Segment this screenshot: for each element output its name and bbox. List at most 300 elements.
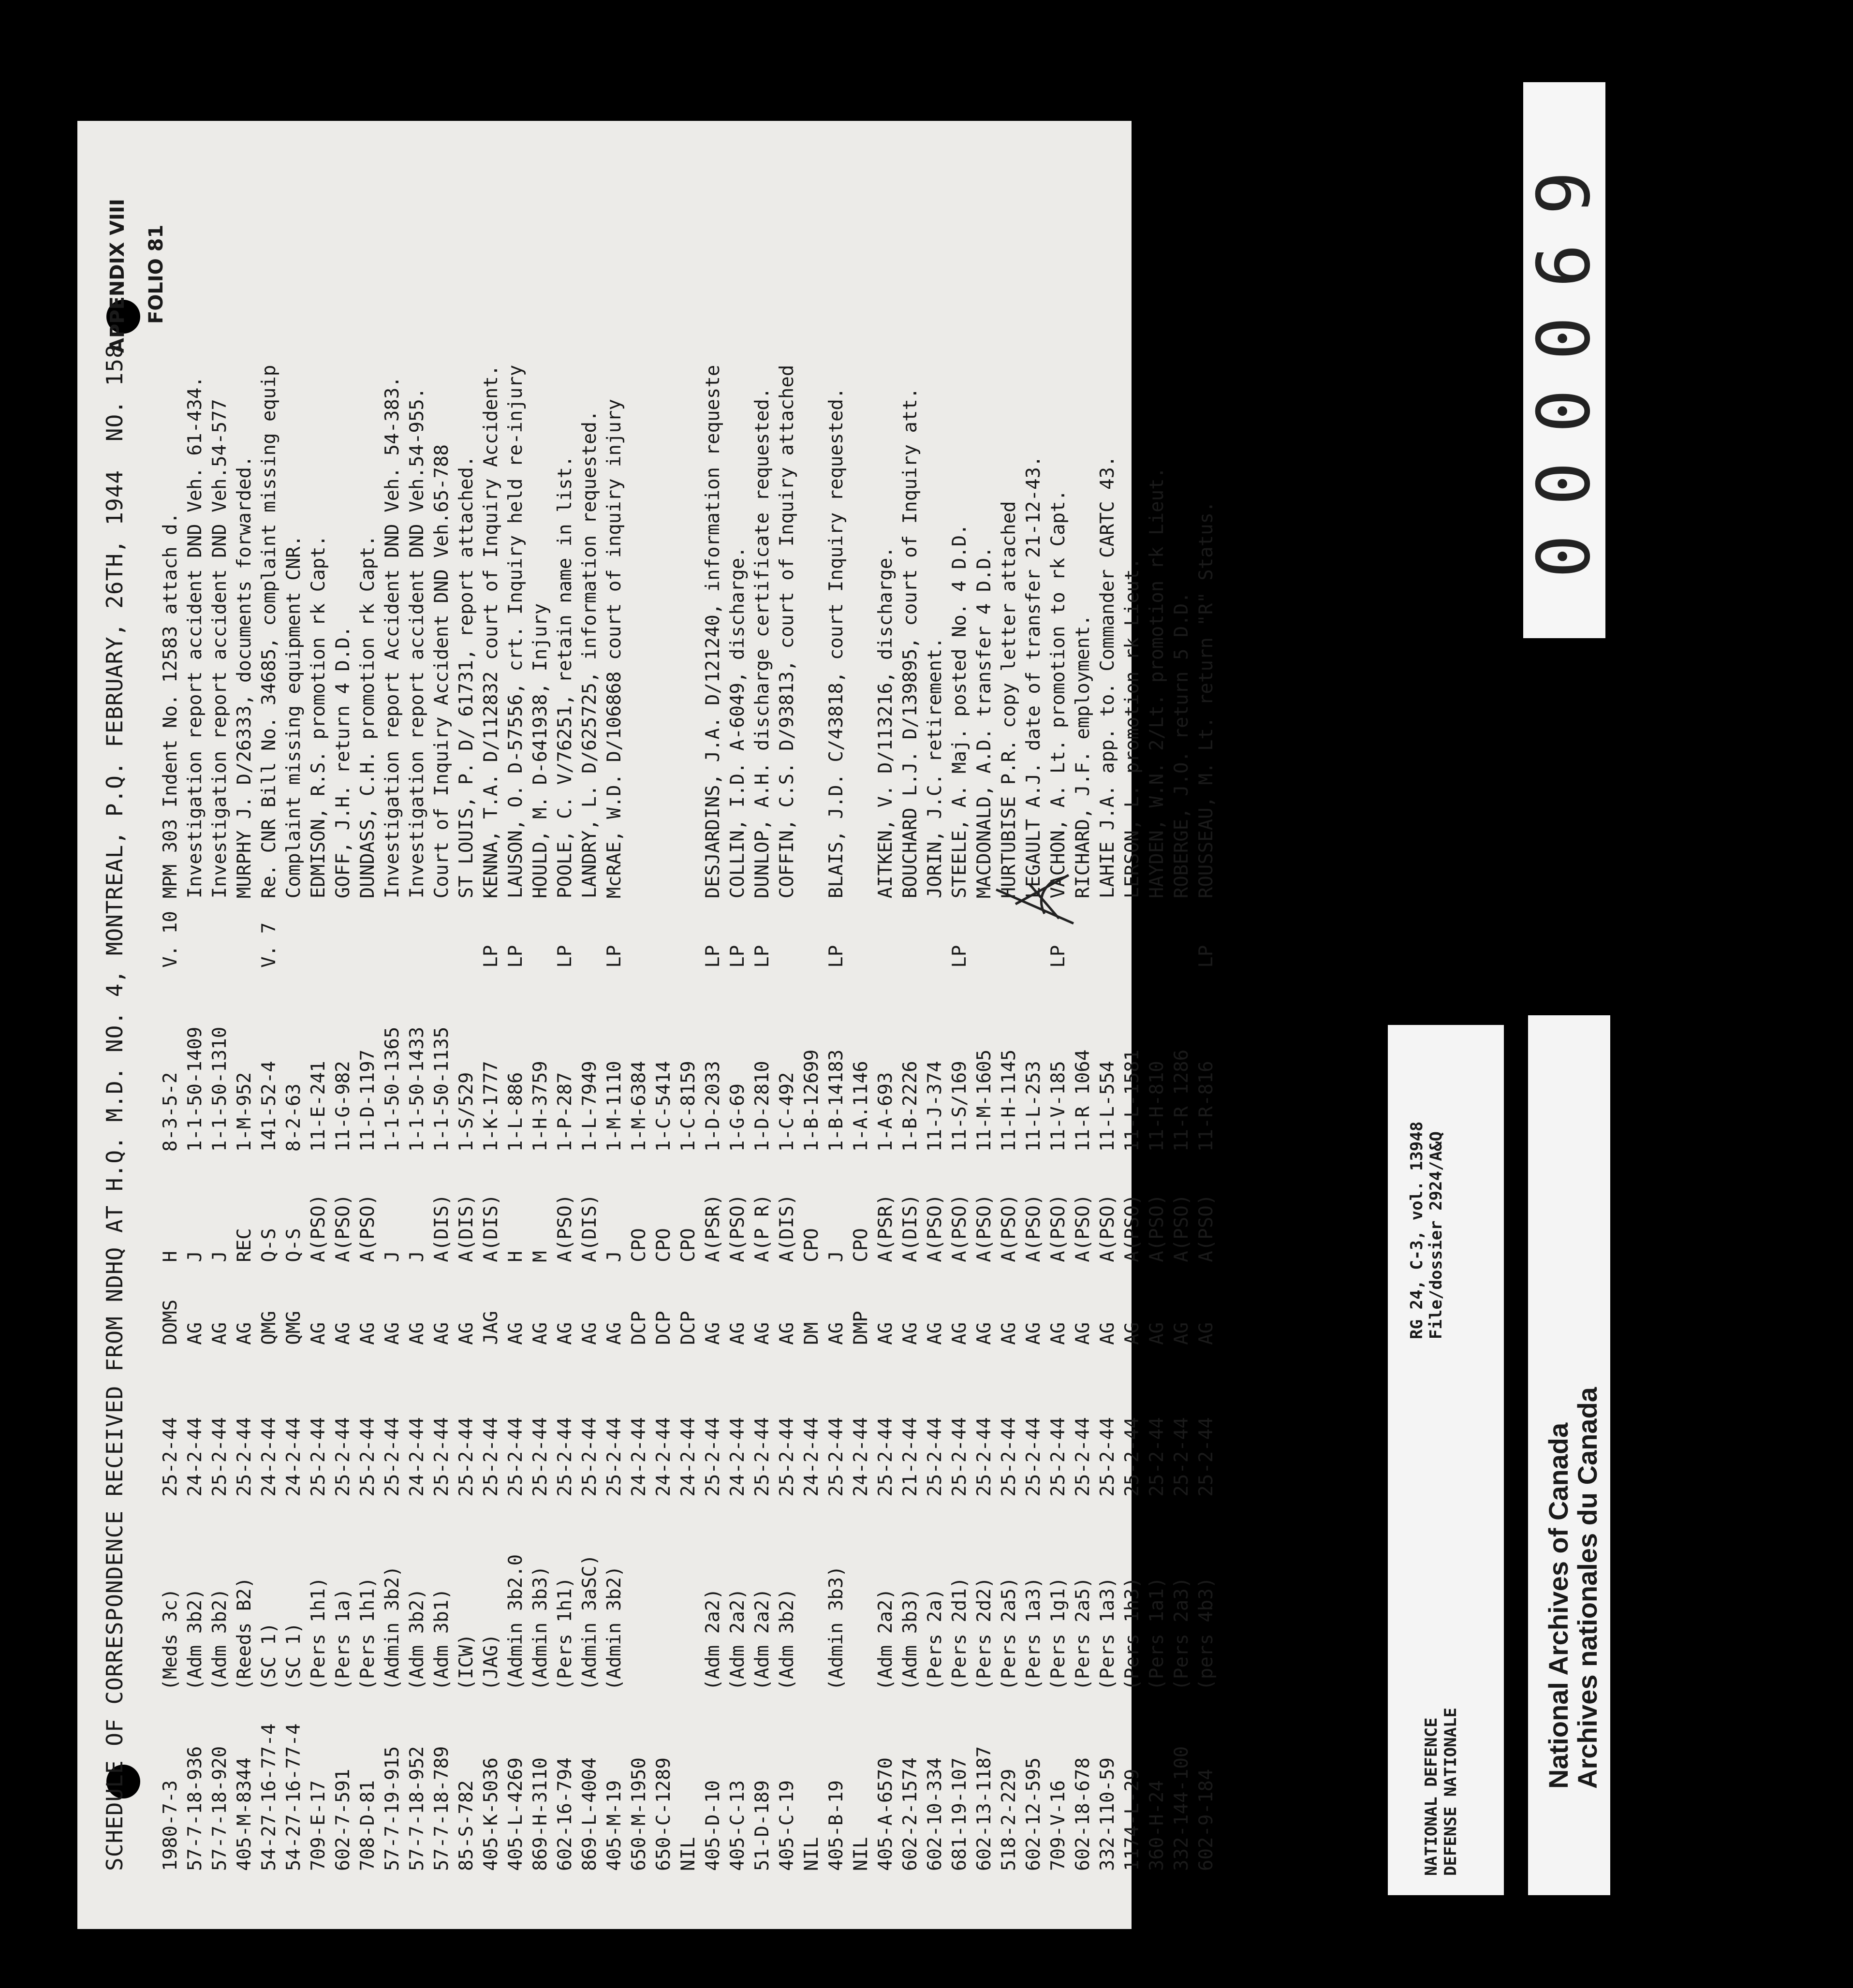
cell-to: A(PSO) (1146, 1194, 1168, 1262)
cell-file: 405-D-10 (702, 1780, 724, 1871)
cell-from: AG (382, 1322, 403, 1345)
cell-dest: 1-C-5414 (653, 1061, 675, 1152)
cell-to: A(DIS) (431, 1194, 453, 1262)
cell-subject: Investigation report accident DND Veh. 61-434. (184, 376, 206, 899)
table-row (258, 121, 283, 1871)
cell-to: A(PSO) (1047, 1194, 1069, 1262)
table-row (924, 121, 949, 1871)
cell-from: AG (505, 1322, 527, 1345)
cell-flag (332, 898, 357, 967)
record-group-line-1: RG 24, C-3, vol. 13948 (1407, 1121, 1427, 1339)
cell-date: 25-2-44 (825, 1417, 847, 1497)
cell-dest: 1-C-492 (776, 1072, 798, 1152)
cell-subject: Complaint missing equipment CNR. (283, 535, 305, 899)
table-row (1023, 121, 1047, 1871)
table-row (1171, 121, 1195, 1871)
table-row (702, 121, 727, 1871)
cell-dest: 11-H-810 (1146, 1061, 1168, 1152)
cell-file: 602-10-334 (924, 1757, 946, 1871)
cell-dest: 1-A.1146 (850, 1061, 872, 1152)
cell-subject: COLLIN, I.D. A-6049, discharge. (727, 546, 749, 899)
cell-date: 24-2-44 (801, 1417, 823, 1497)
cell-subject: ROBERGE, J.O. return 5 D.D. (1171, 592, 1192, 899)
frame-number: 000069 (1522, 142, 1606, 578)
cell-flag: LP (702, 945, 724, 968)
cell-from: AG (209, 1322, 231, 1345)
cell-from: DMP (850, 1311, 872, 1345)
cell-file: 405-L-4269 (505, 1757, 527, 1871)
table-row (308, 121, 332, 1871)
cell-file: 681-19-107 (949, 1757, 971, 1871)
cell-to: A(PSO) (1097, 1194, 1118, 1262)
cell-ref: (Pers 1a3) (1097, 1577, 1118, 1691)
cell-to: A(PSO) (998, 1194, 1020, 1262)
cell-subject: DUNDASS, C.H. promotion rk Capt. (357, 535, 379, 899)
cell-ref: (Adm 3b1) (431, 1588, 453, 1691)
cell-subject: RICHARD, J.F. employment. (1072, 614, 1094, 899)
cell-date: 25-2-44 (209, 1417, 231, 1497)
table-row (751, 121, 776, 1871)
cell-file: 51-D-189 (751, 1780, 773, 1871)
cell-file: 602-2-1574 (899, 1757, 921, 1871)
cell-from: AG (1121, 1322, 1143, 1345)
cell-ref: (Pers 2a) (924, 1588, 946, 1691)
cell-file: 709-V-16 (1047, 1780, 1069, 1871)
cell-date: 25-2-44 (924, 1417, 946, 1497)
schedule-number: NO. 158 (102, 344, 128, 442)
cell-file: 405-K-5036 (480, 1757, 502, 1871)
cell-from: AG (332, 1322, 354, 1345)
cell-dest: 1-B-14183 (825, 1049, 847, 1152)
cell-flag (1097, 898, 1121, 967)
cell-flag: LP (1195, 945, 1217, 968)
cell-file: 85-S-782 (456, 1780, 477, 1871)
national-defence-fr: DEFENSE NATIONALE (1441, 1708, 1460, 1876)
table-row (1146, 121, 1171, 1871)
cell-to: A(DIS) (480, 1194, 502, 1262)
cell-dest: 1-M-952 (234, 1072, 255, 1152)
cell-from: JAG (480, 1311, 502, 1345)
cell-file: 360-H-24 (1146, 1780, 1168, 1871)
cell-from: AG (357, 1322, 379, 1345)
cell-from: AG (603, 1322, 625, 1345)
cell-ref: (pers 4b3) (1195, 1577, 1217, 1691)
cell-date: 25-2-44 (505, 1417, 527, 1497)
cell-flag (234, 898, 258, 967)
cell-ref: (Pers 2d1) (949, 1577, 971, 1691)
cell-to: A(DIS) (456, 1194, 477, 1262)
cell-date: 25-2-44 (1072, 1417, 1094, 1497)
cell-date: 25-2-44 (973, 1417, 995, 1497)
cell-ref: (Admin 3b2) (603, 1565, 625, 1691)
cell-dest: 11-R-816 (1195, 1061, 1217, 1152)
cell-from: DM (801, 1322, 823, 1345)
cell-date: 25-2-44 (308, 1417, 329, 1497)
cell-dest: 11-E-241 (308, 1061, 329, 1152)
cell-date: 25-2-44 (1047, 1417, 1069, 1497)
cell-date: 25-2-44 (998, 1417, 1020, 1497)
cell-flag: LP (751, 945, 773, 968)
cell-date: 24-2-44 (184, 1417, 206, 1497)
cell-subject: VACHON, A. Lt. promotion to rk Capt. (1047, 489, 1069, 899)
cell-to: J (184, 1251, 206, 1262)
cell-subject: EDMISON, R.S. promotion rk Capt. (308, 535, 329, 899)
table-row (1047, 121, 1072, 1871)
cell-dest: 11-R 1064 (1072, 1049, 1094, 1152)
national-defence-label (1388, 1025, 1504, 1895)
cell-dest: 1-L-7949 (579, 1061, 601, 1152)
archives-fr: Archives nationales du Canada (1572, 1387, 1603, 1789)
cell-from: DOMS (160, 1299, 181, 1345)
cell-flag (209, 898, 234, 967)
table-row (875, 121, 899, 1871)
cell-ref: (SC 1) (283, 1622, 305, 1691)
cell-to: A(PSO) (554, 1194, 576, 1262)
cell-ref: (Pers 2a5) (1072, 1577, 1094, 1691)
cell-date: 25-2-44 (579, 1417, 601, 1497)
cell-to: A(PSO) (308, 1194, 329, 1262)
cell-from: AG (1146, 1322, 1168, 1345)
cell-ref: (Adm 3b2) (209, 1588, 231, 1691)
cell-date: 24-2-44 (727, 1417, 749, 1497)
cell-from: AG (1097, 1322, 1118, 1345)
cell-subject: HAYDEN, W.N. 2/Lt. promotion rk Lieut. (1146, 467, 1168, 899)
cell-flag (1171, 898, 1195, 967)
table-row (1121, 121, 1146, 1871)
cell-dest: 11-J-374 (924, 1061, 946, 1152)
cell-subject (677, 121, 702, 898)
cell-to: H (505, 1251, 527, 1262)
cell-file: NIL (850, 1837, 872, 1871)
cell-to: CPO (801, 1228, 823, 1262)
cell-to: J (209, 1251, 231, 1262)
cell-dest: 1-S/529 (456, 1072, 477, 1152)
cell-ref: (Adm 3b2) (776, 1588, 798, 1691)
cell-date: 25-2-44 (1171, 1417, 1192, 1497)
table-row (825, 121, 850, 1871)
cell-ref (628, 1497, 653, 1691)
frame-number-label (1523, 82, 1605, 638)
cell-to: A(PSO) (924, 1194, 946, 1262)
table-row (283, 121, 308, 1871)
schedule-title-text: SCHEDULE OF CORRESPONDENCE RECEIVED FROM NDHQ AT H.Q. M.D. NO. 4, MONTREAL, P.Q. FEBRUARY, 26TH, 1944 (102, 469, 128, 1871)
cell-flag: LP (480, 945, 502, 968)
schedule-title (102, 330, 128, 1871)
cell-dest: 11-L-554 (1097, 1061, 1118, 1152)
cell-from: AG (875, 1322, 897, 1345)
cell-to: J (382, 1251, 403, 1262)
cell-dest: 1-B-2226 (899, 1061, 921, 1152)
cell-ref (653, 1497, 677, 1691)
national-archives-label (1528, 1015, 1610, 1895)
cell-file: 650-C-1289 (653, 1757, 675, 1871)
cell-ref: (JAG) (480, 1634, 502, 1691)
cell-file: 602-12-595 (1023, 1757, 1044, 1871)
cell-file: 602-18-678 (1072, 1757, 1094, 1871)
table-row (1195, 121, 1220, 1871)
cell-dest: 1-1-50-1365 (382, 1026, 403, 1152)
cell-dest: 1-1-50-1135 (431, 1026, 453, 1152)
cell-from: AG (998, 1322, 1020, 1345)
cell-date: 25-2-44 (332, 1417, 354, 1497)
cell-subject: DUNLOP, A.H. discharge certificate requested. (751, 387, 773, 899)
cell-file: NIL (677, 1837, 699, 1871)
cell-from: AG (1195, 1322, 1217, 1345)
cell-from: AG (973, 1322, 995, 1345)
cell-to: Q-S (283, 1228, 305, 1262)
cell-flag (899, 898, 924, 967)
table-row (529, 121, 554, 1871)
cell-date: 24-2-44 (653, 1417, 675, 1497)
cell-ref: (Admin 3b3) (529, 1565, 551, 1691)
cell-flag (850, 898, 875, 967)
cell-subject: LAHIE J.A. app. to. Commander CARTC 43. (1097, 455, 1118, 899)
cell-file: 1174-L-29 (1121, 1769, 1143, 1871)
cell-dest: 1-L-886 (505, 1072, 527, 1152)
table-row (480, 121, 505, 1871)
cell-dest: 11-L-1581 (1121, 1049, 1143, 1152)
cell-from: AG (431, 1322, 453, 1345)
cell-flag (184, 898, 209, 967)
cell-flag (283, 898, 308, 967)
cell-subject: Re. CNR Bill No. 34685, complaint missing equip (258, 365, 280, 899)
cell-flag (628, 898, 653, 967)
cell-to: A(PSO) (1195, 1194, 1217, 1262)
cell-from: AG (1171, 1322, 1192, 1345)
cell-flag (357, 898, 382, 967)
cell-flag: LP (603, 945, 625, 968)
cell-file: 57-7-18-936 (184, 1746, 206, 1871)
cell-subject: STEELE, A. Maj. posted No. 4 D.D. (949, 524, 971, 899)
table-row (357, 121, 382, 1871)
cell-from: AG (579, 1322, 601, 1345)
cell-file: 54-27-16-77-4 (283, 1723, 305, 1871)
cell-subject: DESJARDINS, J.A. D/121240, information requeste (702, 365, 724, 899)
cell-file: 332-144-100 (1171, 1746, 1192, 1871)
cell-to: A(PSO) (332, 1194, 354, 1262)
cell-ref: (Pers 2d2) (973, 1577, 995, 1691)
cell-date: 25-2-44 (160, 1417, 181, 1497)
cell-ref: (Adm 3b2) (406, 1588, 428, 1691)
cell-date: 25-2-44 (949, 1417, 971, 1497)
cell-ref: (Admin 3aSC) (579, 1554, 601, 1691)
cell-file: 57-7-18-789 (431, 1746, 453, 1871)
cell-file: 650-M-1950 (628, 1757, 650, 1871)
cell-to: A(PSO) (1171, 1194, 1192, 1262)
cell-to: A(PSO) (949, 1194, 971, 1262)
cell-to: CPO (677, 1228, 699, 1262)
table-row (628, 121, 653, 1871)
cell-subject (653, 121, 677, 898)
cell-subject: LAUSON, O. D-57556, crt. Inquiry held re-injury (505, 365, 527, 899)
cell-flag (308, 898, 332, 967)
cell-from: AG (406, 1322, 428, 1345)
cell-to: A(PSO) (357, 1194, 379, 1262)
cell-file: 602-13-1187 (973, 1746, 995, 1871)
cell-file: 518-2-229 (998, 1769, 1020, 1871)
cell-subject: COFFIN, C.S. D/93813, court of Inquiry attached (776, 365, 798, 899)
cell-ref: (Adm 2a2) (875, 1588, 897, 1691)
cell-dest: 1-1-50-1409 (184, 1026, 206, 1152)
cell-file: 708-D-81 (357, 1780, 379, 1871)
cell-to: REC (234, 1228, 255, 1262)
cell-flag: LP (1047, 945, 1069, 968)
cell-dest: 1-K-1777 (480, 1061, 502, 1152)
cell-subject: MPM 303 Indent No. 12583 attach d. (160, 512, 181, 899)
cell-subject: ST LOUIS, P. D/ 61731, report attached. (456, 455, 477, 899)
cell-file: 57-7-18-920 (209, 1746, 231, 1871)
cell-date: 25-2-44 (456, 1417, 477, 1497)
cell-to: A(PSO) (727, 1194, 749, 1262)
cell-ref: (SC 1) (258, 1622, 280, 1691)
cell-ref: (Adm 2a2) (702, 1588, 724, 1691)
cell-subject: LANDRY, L. D/625725, information requested. (579, 410, 601, 899)
cell-dest: 1-P-287 (554, 1072, 576, 1152)
cell-from: AG (825, 1322, 847, 1345)
cell-dest: 1-D-2810 (751, 1061, 773, 1152)
table-row (1097, 121, 1121, 1871)
cell-ref: (Reeds B2) (234, 1577, 255, 1691)
cell-dest: 1-H-3759 (529, 1061, 551, 1152)
cell-dest: 11-L-253 (1023, 1061, 1044, 1152)
cell-from: AG (949, 1322, 971, 1345)
cell-from: QMG (283, 1311, 305, 1345)
cell-date: 25-2-44 (1023, 1417, 1044, 1497)
cell-flag (677, 898, 702, 967)
cell-flag: LP (949, 945, 971, 968)
cell-to: A(DIS) (899, 1194, 921, 1262)
cell-file: 405-B-19 (825, 1780, 847, 1871)
cell-from: AG (308, 1322, 329, 1345)
table-row (505, 121, 529, 1871)
cell-to: J (825, 1251, 847, 1262)
cell-dest: 1-G-69 (727, 1083, 749, 1152)
cell-flag (406, 898, 431, 967)
cell-dest: 1-D-2033 (702, 1061, 724, 1152)
cell-date: 25-2-44 (357, 1417, 379, 1497)
cell-subject (850, 121, 875, 898)
cell-from: DCP (653, 1311, 675, 1345)
cell-ref: (Adm 3b2) (184, 1588, 206, 1691)
cell-dest: 1-A-693 (875, 1072, 897, 1152)
cell-dest: 11-M-1605 (973, 1049, 995, 1152)
cell-subject: KENNA, T.A. D/112832 court of Inquiry Accident. (480, 365, 502, 899)
cell-ref: (Pers 1h1) (554, 1577, 576, 1691)
cell-flag (875, 898, 899, 967)
cell-file: 405-A-6570 (875, 1757, 897, 1871)
cell-subject: McRAE, W.D. D/106868 court of inquiry injury (603, 399, 625, 899)
folio-label: FOLIO 81 (145, 224, 167, 324)
cell-ref: (Admin 3b3) (825, 1565, 847, 1691)
cell-to: A(PSR) (875, 1194, 897, 1262)
cell-flag: V. 10 (160, 911, 181, 968)
cell-to: A(P R) (751, 1194, 773, 1262)
cell-file: 869-H-3110 (529, 1757, 551, 1871)
cell-subject: Court of Inquiry Accident DND Veh.65-788 (431, 444, 453, 899)
cell-from: AG (1047, 1322, 1069, 1345)
correspondence-table-body (160, 121, 1220, 1871)
cell-dest: 8-2-63 (283, 1083, 305, 1152)
cell-from: AG (1072, 1322, 1094, 1345)
cell-date: 25-2-44 (1097, 1417, 1118, 1497)
cell-subject: MACDONALD, A.D. transfer 4 D.D. (973, 546, 995, 899)
cell-file: 57-7-18-952 (406, 1746, 428, 1871)
cell-dest: 1-M-1110 (603, 1061, 625, 1152)
cell-subject: JORIN, J.C. retirement. (924, 637, 946, 899)
cell-flag (382, 898, 406, 967)
cell-to: A(PSO) (1072, 1194, 1094, 1262)
cell-date: 24-2-44 (258, 1417, 280, 1497)
cell-to: CPO (850, 1228, 872, 1262)
cell-subject: BLAIS, J.D. C/43818, court Inquiry requested. (825, 387, 847, 899)
cell-file: 1980-7-3 (160, 1780, 181, 1871)
cell-subject: BOUCHARD L.J. D/139895, court of Inquiry att. (899, 387, 921, 899)
table-row (949, 121, 973, 1871)
cell-flag (579, 898, 603, 967)
cell-from: DCP (677, 1311, 699, 1345)
cell-dest: 1-B-12699 (801, 1049, 823, 1152)
cell-flag: V. 7 (258, 922, 280, 968)
cell-to: CPO (653, 1228, 675, 1262)
table-row (456, 121, 480, 1871)
table-row (998, 121, 1023, 1871)
cell-ref (677, 1497, 702, 1691)
cell-dest: 11-H-1145 (998, 1049, 1020, 1152)
table-row (677, 121, 702, 1871)
cell-from: AG (924, 1322, 946, 1345)
cell-from: AG (702, 1322, 724, 1345)
cell-dest: 1-M-6384 (628, 1061, 650, 1152)
cell-subject: HOULD, M. D-641938, Injury (529, 603, 551, 899)
cell-date: 25-2-44 (875, 1417, 897, 1497)
cell-flag (1121, 898, 1146, 967)
cell-date: 25-2-44 (480, 1417, 502, 1497)
cell-dest: 11-V-185 (1047, 1061, 1069, 1152)
table-row (1072, 121, 1097, 1871)
cell-ref (850, 1497, 875, 1691)
cell-date: 24-2-44 (677, 1417, 699, 1497)
cell-from: AG (554, 1322, 576, 1345)
cell-subject: MURPHY J. D/26333, documents forwarded. (234, 455, 255, 899)
cell-ref (801, 1497, 825, 1691)
cell-dest: 11-S/169 (949, 1061, 971, 1152)
cell-ref: (Pers 1a3) (1023, 1577, 1044, 1691)
cell-to: Q-S (258, 1228, 280, 1262)
table-row (431, 121, 456, 1871)
cell-date: 25-2-44 (702, 1417, 724, 1497)
cell-subject: LEGAULT A.J. date of transfer 21-12-43. (1023, 455, 1044, 899)
cell-dest: 11-R 1286 (1171, 1049, 1192, 1152)
cell-file: 332-110-59 (1097, 1757, 1118, 1871)
cell-ref: (Pers 1h1) (308, 1577, 329, 1691)
correspondence-table (160, 121, 1220, 1871)
cell-from: AG (1023, 1322, 1044, 1345)
cell-file: 709-E-17 (308, 1780, 329, 1871)
cell-dest: 11-G-982 (332, 1061, 354, 1152)
cell-ref: (Pers 2a5) (998, 1577, 1020, 1691)
national-defence-en: NATIONAL DEFENCE (1422, 1717, 1441, 1876)
cell-flag (776, 898, 801, 967)
table-row (579, 121, 603, 1871)
cell-flag (529, 898, 554, 967)
cell-from: QMG (258, 1311, 280, 1345)
cell-ref: (Pers 1h1) (357, 1577, 379, 1691)
table-row (727, 121, 751, 1871)
cell-date: 25-2-44 (1121, 1417, 1143, 1497)
cell-dest: 141-52-4 (258, 1061, 280, 1152)
cell-file: 54-27-16-77-4 (258, 1723, 280, 1871)
cell-date: 25-2-44 (1146, 1417, 1168, 1497)
